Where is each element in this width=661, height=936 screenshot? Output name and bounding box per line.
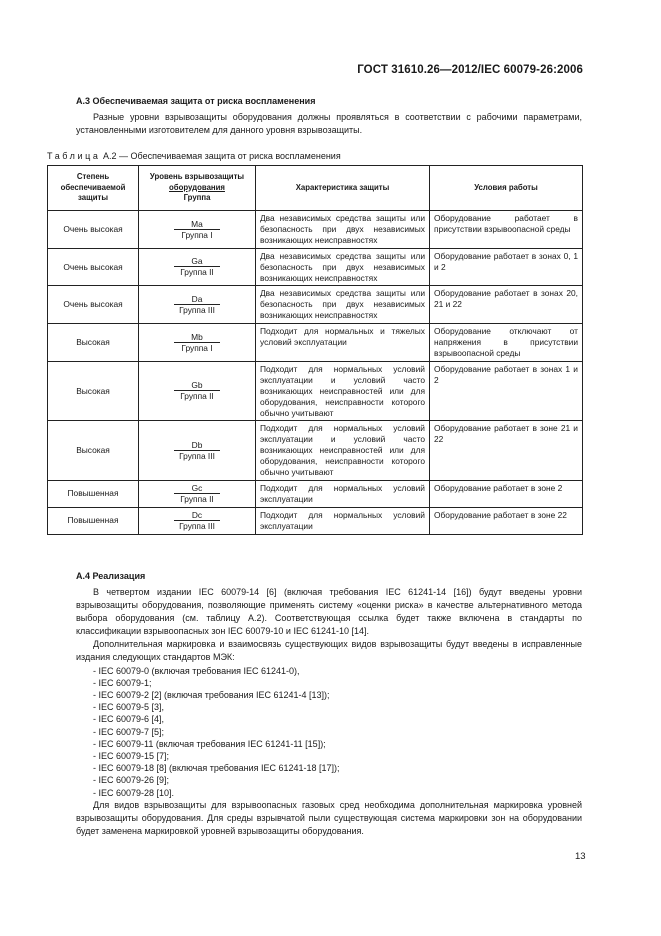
table-caption <box>47 151 341 161</box>
level-cell <box>139 480 256 507</box>
level-code: Db <box>174 440 220 451</box>
list-item: - IEC 60079-5 [3], <box>93 702 165 713</box>
level-group: Группа III <box>179 450 215 461</box>
conditions-cell: Оборудование работает в зоне 22 <box>430 507 583 534</box>
degree-cell: Высокая <box>48 324 139 362</box>
table-row <box>48 324 583 362</box>
level-group: Группа II <box>180 267 214 278</box>
list-item: - IEC 60079-7 [5]; <box>93 726 165 737</box>
level-group: Группа III <box>179 520 215 531</box>
level-code: Dc <box>174 510 220 521</box>
section-a4-paragraph-1: В четвертом издании IEC 60079-14 [6] (включая требования IEC 61241-14 [16]) будут введены уровни взрывозащиты оборудования, позволяющие применять систему «оценки риска» в качестве альтернативного метода выбора оборудования (см. таблицу А.2). Соответствующая ссылка будет также включена в стандарты по классификации взрывоопасных зон IEC 60079-10 и IEC 61241-10 [14]. <box>76 587 582 637</box>
level-group: Группа II <box>180 494 214 505</box>
conditions-cell: Оборудование работает в зонах 0, 1 и 2 <box>430 248 583 286</box>
degree-cell: Очень высокая <box>48 286 139 324</box>
conditions-cell: Оборудование работает в присутствии взрывоопасной среды <box>430 211 583 249</box>
section-a4-body <box>76 586 582 838</box>
document-header: ГОСТ 31610.26—2012/IEC 60079-26:2006 <box>357 64 583 76</box>
characteristic-cell: Подходит для нормальных условий эксплуатации <box>256 507 430 534</box>
table-row <box>48 361 583 421</box>
table-row <box>48 480 583 507</box>
section-a4-paragraph-2: Дополнительная маркировка и взаимосвязь существующих видов взрывозащиты будут введены в исправленные издания следующих стандартов МЭК: <box>76 639 582 663</box>
degree-cell: Высокая <box>48 421 139 481</box>
degree-cell: Высокая <box>48 361 139 421</box>
conditions-cell: Оборудование работает в зонах 20, 21 и 22 <box>430 286 583 324</box>
table-caption-prefix: Таблица <box>47 151 101 161</box>
conditions-cell: Оборудование работает в зоне 21 и 22 <box>430 421 583 481</box>
level-code: Gc <box>174 483 220 494</box>
header-degree: Степень обеспечиваемой защиты <box>48 166 139 211</box>
level-cell <box>139 286 256 324</box>
characteristic-cell: Подходит для нормальных условий эксплуатации и условий часто возникающих неисправностей или для оборудования, неисправности которого обычно учитывают <box>256 361 430 421</box>
degree-cell: Очень высокая <box>48 211 139 249</box>
header-characteristic: Характеристика защиты <box>256 166 430 211</box>
level-code: Mb <box>174 332 220 343</box>
characteristic-cell: Два независимых средства защиты или безопасность при двух независимых возникающих неисправностях <box>256 248 430 286</box>
section-a3-text: Разные уровни взрывозащиты оборудования должны проявляться в соответствии с рабочими параметрами, установленными изготовителем для данного уровня взрывозащиты. <box>76 112 582 136</box>
list-item: - IEC 60079-11 (включая требования IEC 61241-11 [15]); <box>93 738 326 749</box>
conditions-cell: Оборудование отключают от напряжения в присутствии взрывоопасной среды <box>430 324 583 362</box>
list-item: - IEC 60079-1; <box>93 677 152 688</box>
header-level-line3: Группа <box>183 193 211 203</box>
list-item: - IEC 60079-15 [7]; <box>93 750 170 761</box>
protection-table <box>47 165 583 535</box>
characteristic-cell: Два независимых средства защиты или безопасность при двух независимых возникающих неисправностях <box>256 211 430 249</box>
table-row <box>48 286 583 324</box>
degree-cell: Повышенная <box>48 480 139 507</box>
header-conditions: Условия работы <box>430 166 583 211</box>
level-group: Группа I <box>181 229 213 240</box>
level-code: Ga <box>174 256 220 267</box>
characteristic-cell: Подходит для нормальных условий эксплуатации и условий часто возникающих неисправностей или для оборудования, неисправности которого обычно учитывают <box>256 421 430 481</box>
level-cell <box>139 421 256 481</box>
header-level <box>139 166 256 211</box>
level-code: Da <box>174 294 220 305</box>
level-cell <box>139 211 256 249</box>
characteristic-cell: Два независимых средства защиты или безопасность при двух независимых возникающих неисправностях <box>256 286 430 324</box>
list-item: - IEC 60079-2 [2] (включая требования IEC 61241-4 [13]); <box>93 689 330 700</box>
page-number: 13 <box>575 851 586 862</box>
table-header-row <box>48 166 583 211</box>
level-group: Группа I <box>181 342 213 353</box>
header-level-line1: Уровень взрывозащиты <box>149 171 245 181</box>
table-row <box>48 211 583 249</box>
section-a3-heading: А.3 Обеспечиваемая защита от риска воспламенения <box>76 96 316 106</box>
characteristic-cell: Подходит для нормальных условий эксплуатации <box>256 480 430 507</box>
conditions-cell: Оборудование работает в зоне 2 <box>430 480 583 507</box>
section-a4-heading: А.4 Реализация <box>76 571 146 581</box>
table-row <box>48 507 583 534</box>
degree-cell: Повышенная <box>48 507 139 534</box>
list-item: - IEC 60079-6 [4], <box>93 714 165 725</box>
conditions-cell: Оборудование работает в зонах 1 и 2 <box>430 361 583 421</box>
level-cell <box>139 324 256 362</box>
standards-list <box>76 665 582 799</box>
section-a4-paragraph-3: Для видов взрывозащиты для взрывоопасных газовых сред необходима дополнительная маркировка уровней взрывозащиты оборудования. Для среды взрывчатой пыли существующая система маркировки зон на оборудовании будет заменена маркировкой уровней взрывозащиты оборудования. <box>76 799 582 836</box>
header-level-line2: оборудования <box>169 182 225 192</box>
level-cell <box>139 361 256 421</box>
level-group: Группа II <box>180 391 214 402</box>
table-caption-text: А.2 — Обеспечиваемая защита от риска воспламенения <box>103 151 341 161</box>
list-item: - IEC 60079-28 [10]. <box>93 787 175 798</box>
degree-cell: Очень высокая <box>48 248 139 286</box>
list-item: - IEC 60079-0 (включая требования IEC 61241-0), <box>93 665 300 676</box>
level-cell <box>139 507 256 534</box>
level-group: Группа III <box>179 305 215 316</box>
characteristic-cell: Подходит для нормальных и тяжелых условий эксплуатации <box>256 324 430 362</box>
level-code: Ma <box>174 219 220 230</box>
level-cell <box>139 248 256 286</box>
list-item: - IEC 60079-26 [9]; <box>93 775 170 786</box>
section-a3-paragraph <box>76 111 582 137</box>
list-item: - IEC 60079-18 [8] (включая требования IEC 61241-18 [17]); <box>93 763 340 774</box>
table-row <box>48 248 583 286</box>
table-row <box>48 421 583 481</box>
level-code: Gb <box>174 380 220 391</box>
